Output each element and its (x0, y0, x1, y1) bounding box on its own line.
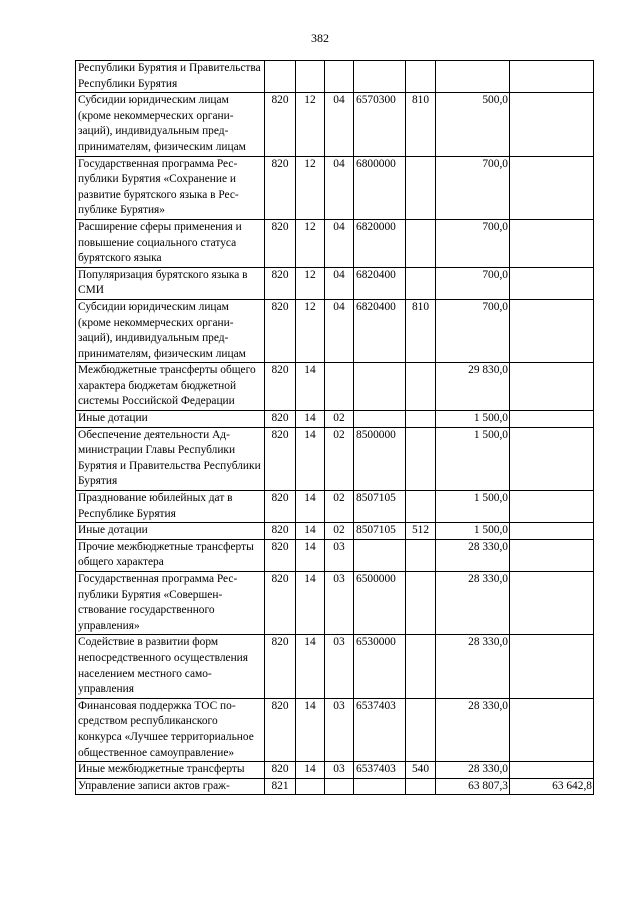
subsection-code: 03 (325, 762, 354, 779)
row-name: Прочие межбюджетные трансферты общего характера (76, 539, 265, 571)
ministry-code: 820 (265, 156, 296, 219)
expense-type-code (406, 572, 436, 635)
amount-year-2 (510, 156, 594, 219)
row-name: Государственная программа Республики Бурятия «Сохранение и развитие бурятского языка в Республике Бурятия» (76, 156, 265, 219)
expense-type-code (406, 363, 436, 411)
amount-year-1: 28 330,0 (436, 572, 510, 635)
target-article-code: 8507105 (354, 523, 406, 540)
amount-year-1: 700,0 (436, 156, 510, 219)
target-article-code: 6820400 (354, 267, 406, 299)
section-code: 12 (296, 267, 325, 299)
amount-year-2 (510, 539, 594, 571)
amount-year-1: 29 830,0 (436, 363, 510, 411)
table-row (76, 778, 594, 795)
row-name: Иные межбюджетные трансферты (76, 762, 265, 779)
table-row (76, 427, 594, 490)
section-code: 12 (296, 93, 325, 156)
page-number: 382 (311, 31, 329, 45)
table-row (76, 411, 594, 428)
amount-year-2 (510, 61, 594, 93)
section-code (296, 778, 325, 795)
subsection-code: 04 (325, 299, 354, 362)
expense-type-code (406, 156, 436, 219)
subsection-code: 04 (325, 267, 354, 299)
subsection-code: 02 (325, 491, 354, 523)
amount-year-1: 28 330,0 (436, 698, 510, 761)
ministry-code: 820 (265, 635, 296, 698)
expense-type-code (406, 698, 436, 761)
ministry-code: 820 (265, 93, 296, 156)
subsection-code: 03 (325, 572, 354, 635)
ministry-code: 820 (265, 299, 296, 362)
amount-year-1: 700,0 (436, 267, 510, 299)
amount-year-1: 700,0 (436, 219, 510, 267)
subsection-code: 02 (325, 523, 354, 540)
table-row (76, 299, 594, 362)
budget-table-body (76, 61, 594, 795)
table-row (76, 698, 594, 761)
ministry-code: 820 (265, 363, 296, 411)
row-name: Государственная программа Республики Бурятия «Совершенствование государственного управления» (76, 572, 265, 635)
target-article-code (354, 363, 406, 411)
amount-year-1: 1 500,0 (436, 523, 510, 540)
section-code: 12 (296, 299, 325, 362)
target-article-code: 6537403 (354, 762, 406, 779)
subsection-code (325, 778, 354, 795)
expense-type-code (406, 491, 436, 523)
amount-year-1 (436, 61, 510, 93)
amount-year-2 (510, 93, 594, 156)
section-code: 12 (296, 219, 325, 267)
table-row (76, 635, 594, 698)
section-code (296, 61, 325, 93)
ministry-code: 820 (265, 698, 296, 761)
amount-year-1: 1 500,0 (436, 411, 510, 428)
subsection-code: 04 (325, 93, 354, 156)
table-row (76, 762, 594, 779)
row-name: Финансовая поддержка ТОС посредством республиканского конкурса «Лучшее территориальное общественное самоуправление» (76, 698, 265, 761)
subsection-code: 02 (325, 427, 354, 490)
amount-year-1: 500,0 (436, 93, 510, 156)
amount-year-2 (510, 762, 594, 779)
expense-type-code (406, 778, 436, 795)
ministry-code: 820 (265, 267, 296, 299)
ministry-code: 820 (265, 427, 296, 490)
target-article-code (354, 61, 406, 93)
target-article-code: 6570300 (354, 93, 406, 156)
table-row (76, 539, 594, 571)
subsection-code: 03 (325, 635, 354, 698)
expense-type-code (406, 539, 436, 571)
row-name: Популяризация бурятского языка в СМИ (76, 267, 265, 299)
amount-year-1: 28 330,0 (436, 635, 510, 698)
target-article-code: 6537403 (354, 698, 406, 761)
target-article-code (354, 539, 406, 571)
amount-year-2 (510, 698, 594, 761)
ministry-code: 820 (265, 491, 296, 523)
expense-type-code (406, 267, 436, 299)
row-name: Межбюджетные трансферты общего характера бюджетам бюджетной системы Российской Федерации (76, 363, 265, 411)
table-row (76, 61, 594, 93)
amount-year-2 (510, 299, 594, 362)
amount-year-1: 1 500,0 (436, 491, 510, 523)
ministry-code: 820 (265, 411, 296, 428)
amount-year-2: 63 642,8 (510, 778, 594, 795)
subsection-code: 04 (325, 156, 354, 219)
expense-type-code (406, 635, 436, 698)
target-article-code (354, 411, 406, 428)
ministry-code: 821 (265, 778, 296, 795)
amount-year-2 (510, 572, 594, 635)
table-row (76, 156, 594, 219)
expense-type-code (406, 411, 436, 428)
expense-type-code (406, 61, 436, 93)
expense-type-code: 512 (406, 523, 436, 540)
subsection-code (325, 61, 354, 93)
subsection-code: 04 (325, 219, 354, 267)
section-code: 14 (296, 427, 325, 490)
subsection-code (325, 363, 354, 411)
amount-year-1: 28 330,0 (436, 762, 510, 779)
amount-year-2 (510, 363, 594, 411)
section-code: 14 (296, 762, 325, 779)
row-name: Иные дотации (76, 523, 265, 540)
target-article-code: 6820400 (354, 299, 406, 362)
ministry-code: 820 (265, 523, 296, 540)
row-name: Субсидии юридическим лицам (кроме некоммерческих организаций), индивидуальным предпринимателям, физическим лицам (76, 299, 265, 362)
amount-year-2 (510, 219, 594, 267)
expense-type-code: 810 (406, 299, 436, 362)
section-code: 12 (296, 156, 325, 219)
row-name: Республики Бурятия и Правительства Республики Бурятия (76, 61, 265, 93)
target-article-code: 6820000 (354, 219, 406, 267)
expense-type-code: 810 (406, 93, 436, 156)
amount-year-1: 63 807,3 (436, 778, 510, 795)
row-name: Иные дотации (76, 411, 265, 428)
target-article-code: 6800000 (354, 156, 406, 219)
amount-year-2 (510, 491, 594, 523)
amount-year-2 (510, 427, 594, 490)
section-code: 14 (296, 523, 325, 540)
row-name: Обеспечение деятельности Администрации Главы Республики Бурятия и Правительства Республики Бурятия (76, 427, 265, 490)
section-code: 14 (296, 572, 325, 635)
amount-year-2 (510, 635, 594, 698)
row-name: Управление записи актов граж- (76, 778, 265, 795)
table-row (76, 523, 594, 540)
expense-type-code: 540 (406, 762, 436, 779)
target-article-code (354, 778, 406, 795)
amount-year-2 (510, 411, 594, 428)
target-article-code: 6500000 (354, 572, 406, 635)
section-code: 14 (296, 363, 325, 411)
subsection-code: 02 (325, 411, 354, 428)
ministry-code: 820 (265, 539, 296, 571)
table-row (76, 219, 594, 267)
amount-year-2 (510, 523, 594, 540)
amount-year-1: 1 500,0 (436, 427, 510, 490)
row-name: Празднование юбилейных дат в Республике Бурятия (76, 491, 265, 523)
section-code: 14 (296, 491, 325, 523)
section-code: 14 (296, 411, 325, 428)
ministry-code (265, 61, 296, 93)
row-name: Субсидии юридическим лицам (кроме некоммерческих организаций), индивидуальным предпринимателям, физическим лицам (76, 93, 265, 156)
target-article-code: 6530000 (354, 635, 406, 698)
subsection-code: 03 (325, 539, 354, 571)
expense-type-code (406, 427, 436, 490)
section-code: 14 (296, 539, 325, 571)
ministry-code: 820 (265, 572, 296, 635)
ministry-code: 820 (265, 219, 296, 267)
target-article-code: 8500000 (354, 427, 406, 490)
budget-table (75, 60, 594, 795)
row-name: Содействие в развитии форм непосредственного осуществления населением местного самоуправления (76, 635, 265, 698)
table-row (76, 572, 594, 635)
expense-type-code (406, 219, 436, 267)
table-row (76, 267, 594, 299)
amount-year-1: 700,0 (436, 299, 510, 362)
amount-year-1: 28 330,0 (436, 539, 510, 571)
row-name: Расширение сферы применения и повышение социального статуса бурятского языка (76, 219, 265, 267)
subsection-code: 03 (325, 698, 354, 761)
table-row (76, 93, 594, 156)
table-row (76, 491, 594, 523)
section-code: 14 (296, 635, 325, 698)
section-code: 14 (296, 698, 325, 761)
target-article-code: 8507105 (354, 491, 406, 523)
ministry-code: 820 (265, 762, 296, 779)
amount-year-2 (510, 267, 594, 299)
table-row (76, 363, 594, 411)
